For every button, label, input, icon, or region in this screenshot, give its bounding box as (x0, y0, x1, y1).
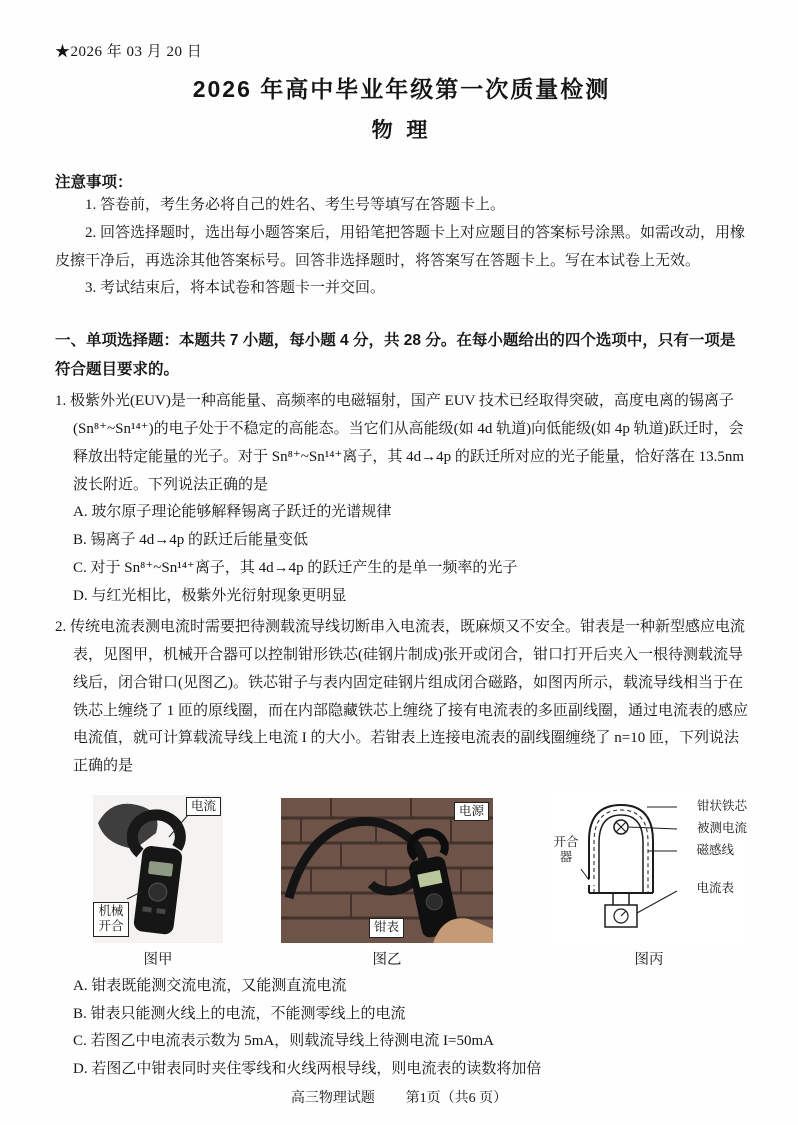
label-field-lines: 磁感线 (696, 842, 734, 857)
question-2-option-d: D. 若图乙中钳表同时夹住零线和火线两根导线，则电流表的读数将加倍 (73, 1061, 542, 1078)
figure-yi-caption: 图乙 (372, 951, 402, 968)
question-2-option-a: A. 钳表既能测交流电流，又能测直流电流 (73, 977, 347, 994)
section-heading: 一、单项选择题：本题共 7 小题，每小题 4 分，共 28 分。在每小题给出的四个选项中，只有一项是符合题目要求的。 (55, 332, 736, 378)
label-power: 电源 (454, 802, 489, 822)
figure-bing (551, 791, 747, 969)
question-2-body (55, 614, 748, 781)
figure-jia-caption: 图甲 (143, 951, 173, 968)
notice-item-1: 1. 答卷前，考生务必将自己的姓名、考生号等填写在答题卡上。 (85, 197, 506, 213)
exam-title: 2026 年高中毕业年级第一次质量检测 (192, 76, 611, 102)
question-2-option-c: C. 若图乙中电流表示数为 5mA，则载流导线上待测电流 I=50mA (73, 1033, 494, 1050)
question-2-options (55, 973, 748, 1084)
figure-jia-art (93, 795, 223, 943)
figure-jia (93, 795, 223, 969)
footer-page-info: 第1页（共6 页） (405, 1091, 508, 1106)
question-1 (55, 388, 748, 610)
label-clamp-core: 钳状铁芯 (696, 798, 747, 813)
figure-row (93, 791, 748, 969)
question-2-text: 传统电流表测电流时需要把待测载流导线切断串入电流表，既麻烦又不安全。钳表是一种新型感应电流表，见图甲，机械开合器可以控制钳形铁芯(硅钢片制成)张开或闭合，钳口打开后夹入一根待测载流导线后，闭合钳口(见图乙)。铁芯钳子与表内固定硅钢片组成闭合磁路，如图丙所示，载流导线相当于在铁芯上缠绕了 1 匝的原线圈，而在内部隐藏铁芯上缠绕了接有电流表的多匝副线圈，通过电流表的感应电流值，就可计算载流导线上电流 I 的大小。若钳表上连接电流表的副线圈缠绕了 n=10 匝，下列说法正确的是 (70, 619, 749, 775)
question-1-number: 1. (55, 393, 67, 410)
page-footer (0, 1087, 798, 1107)
exam-date: ★2026 年 03 月 20 日 (55, 44, 203, 60)
notice-item-2: 2. 回答选择题时，选出每小题答案后，用铅笔把答题卡上对应题目的答案标号涂黑。如需改动，用橡皮擦干净后，再选涂其他答案标号。回答非选择题时，将答案写在答题卡上。写在本试卷上无效。 (55, 224, 746, 269)
label-ammeter: 电流表 (696, 880, 734, 895)
question-2-number: 2. (55, 619, 67, 636)
question-1-text: 极紫外光(EUV)是一种高能量、高频率的电磁辐射，国产 EUV 技术已经取得突破，高度电离的锡离子(Sn⁸⁺~Sn¹⁴⁺)的电子处于不稳定的高能态。当它们从高能级(如 4d 轨道)向低能级(如 4p 轨道)跃迁时，会释放出特定能量的光子。对于 Sn⁸⁺~Sn¹⁴⁺离子，其 4d→4p 的跃迁所对应的光子能量，恰好落在 13.5nm 波长附近。下列说法正确的是 (70, 393, 745, 493)
figure-bing-caption: 图丙 (634, 951, 664, 968)
label-measured-current: 被测电流 (696, 820, 747, 835)
question-1-body (55, 388, 748, 499)
question-1-option-d: D. 与红光相比，极紫外光衍射现象更明显 (73, 587, 347, 604)
figure-yi-art (281, 798, 493, 943)
notice-heading: 注意事项： (55, 174, 133, 191)
label-clamp-meter: 钳表 (369, 918, 404, 938)
notice-item-3: 3. 考试结束后，将本试卷和答题卡一并交回。 (85, 280, 386, 297)
label-mechanical-switch: 机械开合 (93, 902, 129, 937)
question-2 (55, 614, 748, 781)
question-1-option-c: C. 对于 Sn⁸⁺~Sn¹⁴⁺离子，其 4d→4p 的跃迁产生的是单一频率的光子 (73, 559, 518, 576)
figure-bing-art (551, 791, 747, 943)
question-1-option-a: A. 玻尔原子理论能够解释锡离子跃迁的光谱规律 (73, 504, 392, 521)
figure-yi (281, 798, 493, 969)
label-current: 电流 (186, 797, 221, 817)
question-1-option-b: B. 锡离子 4d→4p 的跃迁后能量变低 (73, 532, 309, 549)
question-2-option-b: B. 钳表只能测火线上的电流，不能测零线上的电流 (73, 1005, 406, 1022)
label-opener: 开合器 (553, 834, 579, 865)
footer-doc-name: 高三物理试题 (290, 1091, 375, 1106)
exam-subject: 物 理 (371, 119, 432, 142)
